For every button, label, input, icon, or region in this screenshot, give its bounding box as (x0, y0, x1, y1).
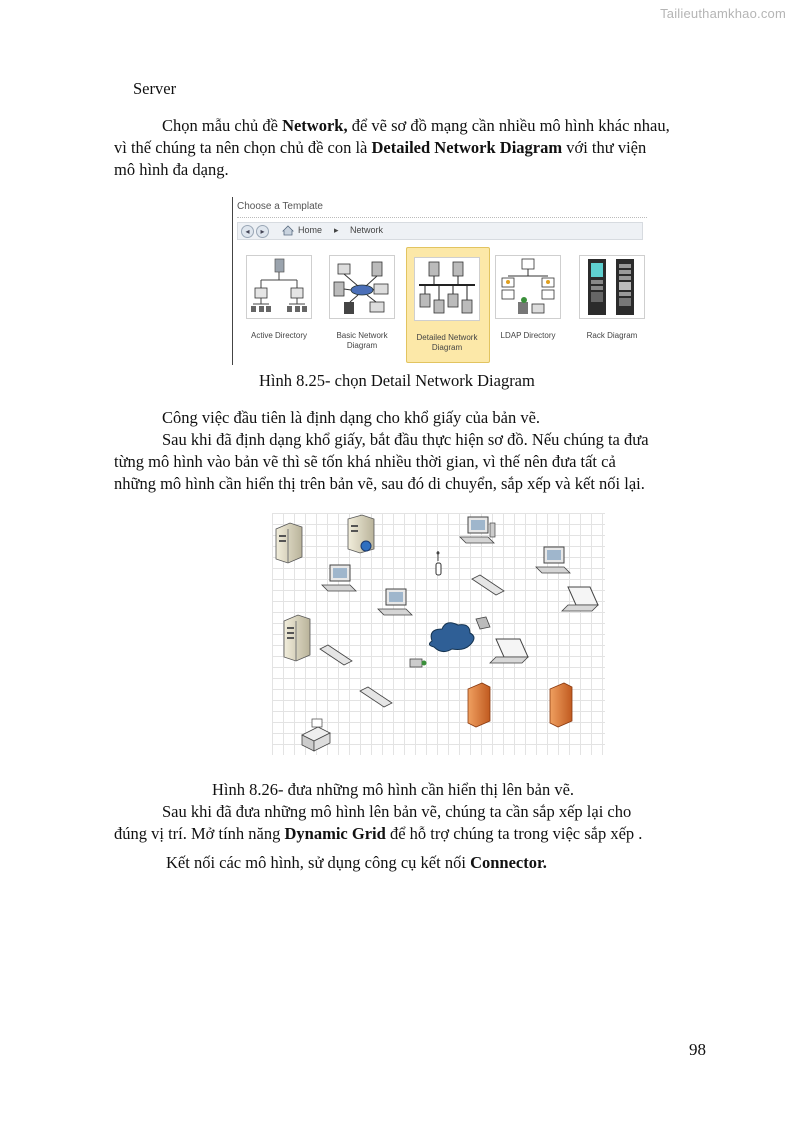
template-detailed-network-diagram[interactable] (410, 249, 478, 352)
text-segment: để hỗ trợ chúng ta trong việc sắp xếp . (385, 824, 643, 843)
computer-icon (322, 565, 356, 591)
template-basic-network-diagram[interactable] (329, 255, 395, 349)
breadcrumb-network[interactable]: Network (350, 225, 384, 235)
switch-icon (472, 575, 504, 595)
server-icon (276, 523, 302, 563)
bold-network: Network, (282, 116, 348, 135)
template-label: LDAP Directory (500, 331, 556, 340)
web-server-icon (348, 515, 374, 553)
paragraph-format-page: Công việc đầu tiên là định dạng cho khổ giấy của bản vẽ. (162, 408, 541, 427)
back-icon[interactable]: ◂ (241, 225, 254, 238)
paragraph-arrange-line1: Sau khi đã đưa những mô hình lên bản vẽ, chúng ta cần sắp xếp lại cho (162, 802, 632, 821)
text-segment: Chọn mẫu chủ đề (162, 116, 283, 135)
computer-icon (460, 517, 495, 543)
breadcrumb-separator: ▸ (334, 225, 339, 235)
divider (237, 217, 647, 218)
firewall-icon (468, 683, 490, 727)
switch-icon (360, 687, 392, 707)
text-segment: với thư viện (562, 138, 647, 157)
paragraph-choose-template-line3: mô hình đa dạng. (114, 160, 229, 179)
printer-icon (302, 719, 330, 751)
choose-template-dialog (232, 197, 647, 365)
template-ldap-directory[interactable] (495, 255, 561, 349)
text-segment: vì thế chúng ta nên chọn chủ đề con là (114, 138, 372, 157)
active-directory-icon (247, 256, 311, 318)
dialog-title: Choose a Template (237, 201, 323, 212)
template-label: Rack Diagram (586, 331, 638, 340)
text-segment: Kết nối các mô hình, sử dụng công cụ kết nối (166, 853, 471, 872)
template-label: Active Directory (250, 331, 307, 340)
switch-icon (320, 645, 352, 665)
template-thumbnail (495, 255, 561, 319)
paragraph-start-diagram-line1: Sau khi đã định dạng khổ giấy, bắt đầu thực hiện sơ đồ. Nếu chúng ta đưa (162, 430, 649, 449)
router-icon (476, 617, 490, 629)
paragraph-start-diagram-line3: những mô hình cần hiển thị trên bản vẽ, sau đó di chuyển, sắp xếp và kết nối lại. (114, 474, 645, 493)
template-label: Basic Network Diagram (336, 331, 388, 350)
paragraph-connector (166, 852, 547, 874)
wireless-icon (436, 551, 441, 575)
computer-icon (536, 547, 570, 573)
paragraph-server: Server (133, 79, 177, 98)
basic-network-icon (330, 256, 394, 318)
cloud-icon (429, 623, 474, 652)
breadcrumb (237, 222, 643, 240)
firewall-icon (550, 683, 572, 727)
watermark: Tailieuthamkhao.com (660, 6, 786, 21)
ldap-directory-icon (496, 256, 560, 318)
bold-detailed-network-diagram: Detailed Network Diagram (371, 138, 563, 157)
text-segment: đúng vị trí. Mở tính năng (114, 824, 285, 843)
template-thumbnail (414, 257, 480, 321)
breadcrumb-home[interactable]: Home (298, 225, 323, 235)
detailed-network-icon (415, 258, 479, 320)
template-active-directory[interactable] (246, 255, 312, 349)
page-number: 98 (689, 1040, 706, 1059)
bold-connector: Connector. (470, 853, 547, 872)
drawing-canvas (272, 513, 605, 755)
paragraph-choose-template-line1 (162, 115, 670, 137)
template-label: Detailed Network Diagram (416, 333, 478, 352)
figure-caption-8-25: Hình 8.25- chọn Detail Network Diagram (259, 371, 535, 390)
laptop-icon (490, 639, 528, 663)
laptop-icon (562, 587, 598, 611)
template-thumbnail (579, 255, 645, 319)
paragraph-choose-template-line2 (114, 137, 646, 159)
computer-icon (378, 589, 412, 615)
router-icon (410, 659, 427, 667)
network-shapes (272, 513, 605, 755)
template-rack-diagram[interactable] (579, 255, 645, 349)
figure-caption-8-26: Hình 8.26- đưa những mô hình cần hiển thị lên bản vẽ. (212, 780, 575, 799)
home-icon[interactable] (282, 225, 294, 236)
template-thumbnail (246, 255, 312, 319)
template-thumbnail (329, 255, 395, 319)
bold-dynamic-grid: Dynamic Grid (284, 824, 386, 843)
rack-diagram-icon (580, 256, 644, 318)
server-icon (284, 615, 310, 661)
paragraph-arrange-line2 (114, 823, 642, 845)
forward-icon[interactable]: ▸ (256, 225, 269, 238)
text-segment: để vẽ sơ đồ mạng cần nhiều mô hình khác nhau, (347, 116, 670, 135)
paragraph-start-diagram-line2: từng mô hình vào bản vẽ thì sẽ tốn khá nhiều thời gian, vì thế nên đưa tất cả (114, 452, 616, 471)
